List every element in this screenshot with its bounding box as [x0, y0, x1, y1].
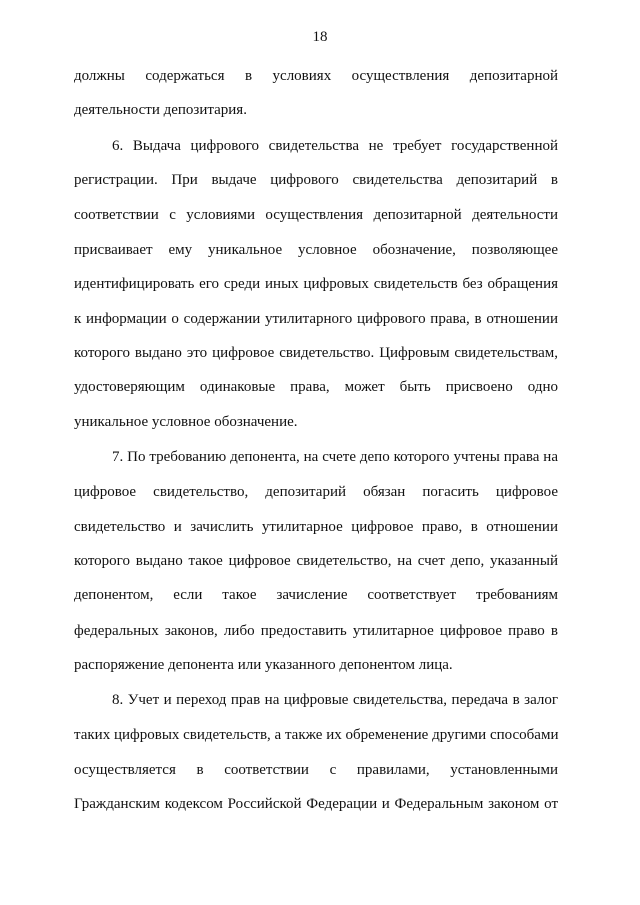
- text-line: регистрации. При выдаче цифрового свидетельства депозитарий в: [74, 172, 558, 188]
- text-line: цифровое свидетельство, депозитарий обязан погасить цифровое: [74, 484, 558, 500]
- text-line: деятельности депозитария.: [74, 102, 247, 118]
- text-line: распоряжение депонента или указанного депонентом лица.: [74, 657, 453, 673]
- text-line: 7. По требованию депонента, на счете депо которого учтены права на: [112, 449, 558, 465]
- text-line: федеральных законов, либо предоставить утилитарное цифровое право в: [74, 623, 558, 639]
- text-line: 6. Выдача цифрового свидетельства не требует государственной: [112, 138, 558, 154]
- text-line: идентифицировать его среди иных цифровых свидетельств без обращения: [74, 276, 558, 292]
- text-line: которого выдано такое цифровое свидетельство, на счет депо, указанный: [74, 553, 558, 569]
- text-line: таких цифровых свидетельств, а также их обременение другими способами: [74, 727, 559, 743]
- text-line: 8. Учет и переход прав на цифровые свидетельства, передача в залог: [112, 692, 558, 708]
- text-line: свидетельство и зачислить утилитарное цифровое право, в отношении: [74, 519, 558, 535]
- text-line: соответствии с условиями осуществления депозитарной деятельности: [74, 207, 558, 223]
- text-line: должны содержаться в условиях осуществления депозитарной: [74, 68, 558, 84]
- text-line: осуществляется в соответствии с правилами, установленными: [74, 762, 558, 778]
- text-line: присваивает ему уникальное условное обозначение, позволяющее: [74, 242, 558, 258]
- page-number: 18: [312, 29, 328, 45]
- text-line: которого выдано это цифровое свидетельство. Цифровым свидетельствам,: [74, 345, 558, 361]
- text-line: уникальное условное обозначение.: [74, 414, 298, 430]
- text-line: удостоверяющим одинаковые права, может быть присвоено одно: [74, 379, 558, 395]
- text-line: депонентом, если такое зачисление соответствует требованиям: [74, 587, 558, 603]
- text-line: к информации о содержании утилитарного цифрового права, в отношении: [74, 311, 558, 327]
- text-line: Гражданским кодексом Российской Федерации и Федеральным законом от: [74, 796, 558, 812]
